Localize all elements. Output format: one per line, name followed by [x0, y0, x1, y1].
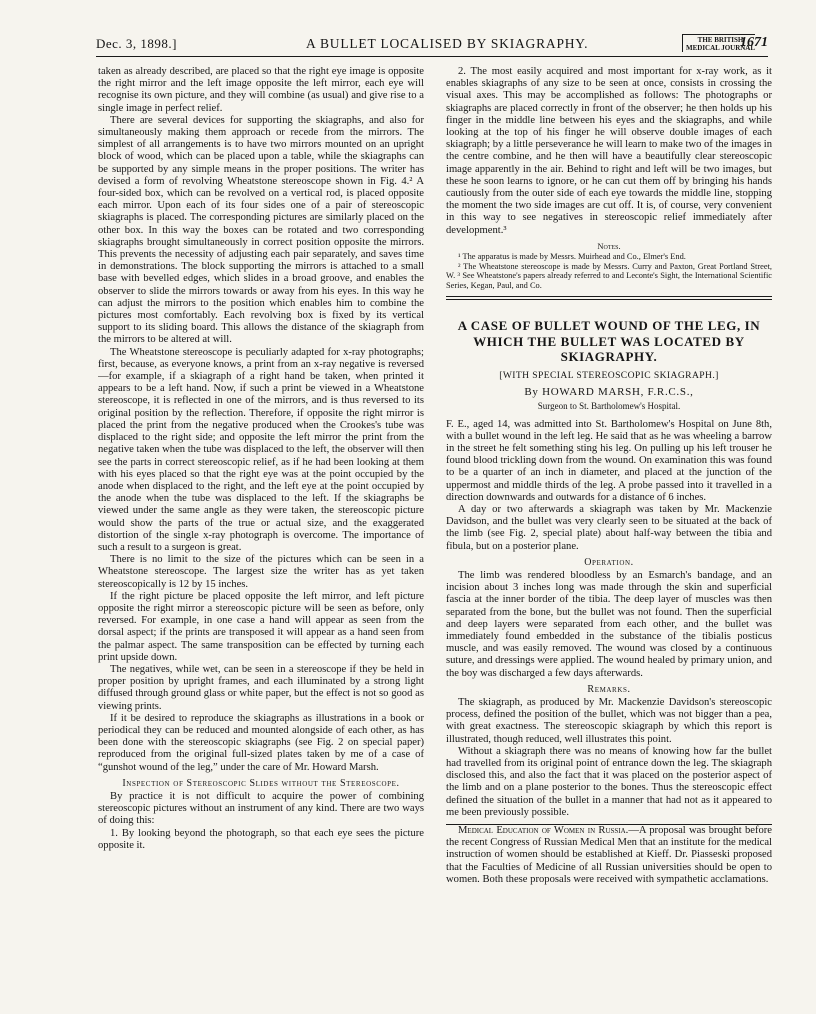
- news-text: —A proposal was brought before the recent Congress of Russian Medical Men that an institute for the medical instruction of women should be established at Kieff. Dr. Piasseski proposed that the Faculties of Medicine of all Russian universities should be open to women. Both these proposals were received with sympathetic acclamations.: [446, 825, 772, 885]
- paragraph: There are several devices for supporting the skiagraphs, and also for simultaneously making them approach or recede from the mirrors. The simplest of all arrangements is to have two mirrors mounted on an upright block of wood, which can be placed upon a table, while the skiagraphs can be supported by any simple means in the proper positions. The writer has devised a form of revolving Wheatstone stereoscope shown in Fig. 4.² A four-sided box, which can be revolved on a vertical rod, is placed opposite each mirror. Upon each of its four sides one of a pair of stereoscopic skiagraphs is placed. The corresponding pictures are similarly placed on the other box. In this way the boxes can be rotated and two corresponding skiagraphs brought simultaneously in correct position opposite the mirrors. This prevents the necessity of adjusting each pair separately, and saves time in demonstrations. The block supporting the mirrors is attached to a small base with bevelled edges, which slides in a broad groove, and enables the observer to slide the mirrors towards or away from his eyes. In this way he can adjust the mirrors to the position which enables him to combine the pictures most comfortably. Each revolving box is fixed by its vertical support to its sliding board. This allows the distance of the skiagraph from the mirrors to be altered at will.: [98, 114, 424, 346]
- section-heading: Inspection of Stereoscopic Slides without the Stereoscope.: [122, 777, 400, 789]
- left-column: [98, 66, 424, 986]
- paragraph: The limb was rendered bloodless by an Esmarch's bandage, and an incision about 3 inches long was made through the skin and superficial fascia at the inner border of the tibia. The deep layer of muscles was then separated from the bone, but the bullet was not found. Then the superficial and deep layers were separated from each other, and the bullet was immediately found embedded in the substance of the tibialis posticus muscle, and was easily removed. The wound was closed by a continuous suture, and dressings were applied. The wound healed by primary union, and the boy was discharged a few days afterwards.: [446, 569, 772, 679]
- paragraph: Without a skiagraph there was no means of knowing how far the bullet had travelled from its original point of entrance down the leg. The skiagraph disclosed this, and also the fact that it was placed on the posterior aspect of the limb and on a plane posterior to the bones. Thus the stereoscopic effect defined the situation of the bullet in a manner that had not as it appeared to me been previously possible.: [446, 745, 772, 818]
- paragraph: The skiagraph, as produced by Mr. Mackenzie Davidson's stereoscopic process, defined the position of the bullet, which was not bigger than a pea, with great exactness. The stereoscopic skiagraph by which this report is illustrated, though reduced, well illustrates this point.: [446, 697, 772, 745]
- issue-date: Dec. 3, 1898.]: [96, 36, 178, 51]
- notes-heading: Notes.: [597, 240, 621, 251]
- news-lead: Medical Education of Women in Russia.: [458, 825, 629, 837]
- paragraph: F. E., aged 14, was admitted into St. Bartholomew's Hospital on June 8th, with a bullet wound in the left leg. He said that as he was wheeling a barrow in the street he felt something sting his leg. On pulling up his left trouser he found blood trickling down from the wound. On examination this was found to be a quarter of an inch in diameter, and placed at the junction of the uppermost and middle thirds of the leg. A probe passed into it travelled in a direction downwards and outwards for a distance of 6 inches.: [446, 418, 772, 503]
- paragraph: taken as already described, are placed so that the right eye image is opposite the right mirror and the left image opposite the left mirror, each eye will recognise its own picture, and they will combine (as usual) and give rise to a single image in perfect relief.: [98, 66, 424, 114]
- running-title: A BULLET LOCALISED BY SKIAGRAPHY.: [306, 36, 589, 51]
- paragraph: The negatives, while wet, can be seen in a stereoscope if they be held in proper position by upright frames, and each illuminated by a strong light diffused through ground glass or white paper, but the effect is not so good as viewing prints.: [98, 663, 424, 712]
- article-author: By HOWARD MARSH, F.R.C.S.,: [524, 386, 694, 399]
- news-item: [446, 825, 772, 886]
- journal-line-1: THE BRITISH: [697, 36, 744, 44]
- section-heading: Operation.: [584, 556, 634, 568]
- author-affiliation: Surgeon to St. Bartholomew's Hospital.: [537, 401, 681, 412]
- paragraph: A day or two afterwards a skiagraph was taken by Mr. Mackenzie Davidson, and the bullet was very clearly seen to be situated at the back of the limb (see Fig. 2, special plate) about half-way between the tibia and fibula, but on a posterior plane.: [446, 503, 772, 552]
- divider: [446, 296, 772, 297]
- section-heading: Remarks.: [587, 683, 631, 695]
- article-title: A CASE OF BULLET WOUND OF THE LEG, IN WHICH THE BULLET WAS LOCATED BY SKIAGRAPHY.: [457, 318, 761, 365]
- running-header: [96, 34, 768, 57]
- paragraph: If the right picture be placed opposite the left mirror, and left picture opposite the right mirror a stereoscopic picture will be seen as before, only reversed. For example, in one case a hand will appear as seen from the dorsal aspect; if the prints are transposed it will appear as a hand seen from the palmar aspect. The same transposition can be effected by turning each print upside down.: [98, 590, 424, 663]
- paragraph: There is no limit to the size of the pictures which can be seen in a Wheatstone stereoscope. The largest size the writer has as yet taken stereoscopically is 12 by 15 inches.: [98, 554, 424, 590]
- page-number: 1671: [740, 35, 768, 50]
- paragraph: 2. The most easily acquired and most important for x-ray work, as it enables skiagraphs of any size to be seen at once, consists in crossing the visual axes. This may be accomplished as follows: The photographs or skiagraphs are placed correctly in front of the observer; he then holds up his finger in the middle line between his eyes and the skiagraphs, and while looking at the top of his finger he will observe double images of each skiagraph; by a little perseverance he will learn to make two of the images in the centre combine, and he then will have a beautifully clear stereoscopic image apparently in the air. Behind to right and left will be two images, but these he soon learns to ignore, or he can cut them off by bringing his hands cautiously from the outer side of each eye towards the middle line, stopping the moment the two side images are cut off. It is, of course, very convenient in this way to see negatives in stereoscopic relief immediately after development.³: [446, 66, 772, 236]
- paragraph: If it be desired to reproduce the skiagraphs as illustrations in a book or periodical they can be reduced and mounted alongside of each other, as has been done with the stereoscopic skiagraphs (see Fig. 2 on special paper) reproduced from the original full-sized plates taken by me of a case of “gunshot wound of the leg,” under the care of Mr. Howard Marsh.: [98, 712, 424, 773]
- paragraph: 1. By looking beyond the photograph, so that each eye sees the picture opposite it.: [98, 827, 424, 851]
- footnote: ² The Wheatstone stereoscope is made by Messrs. Curry and Paxton, Great Portland Street, W. ³ See Wheatstone's papers already referred to and Leconte's Sight, the International Scientific Series, Kegan, Paul, and Co.: [446, 261, 772, 290]
- article-subtitle: [WITH SPECIAL STEREOSCOPIC SKIAGRAPH.]: [499, 369, 719, 381]
- footnote: ¹ The apparatus is made by Messrs. Muirhead and Co., Elmer's End.: [458, 252, 686, 262]
- paragraph: By practice it is not difficult to acquire the power of combining stereoscopic pictures without an instrument of any kind. There are two ways of doing this:: [98, 790, 424, 827]
- divider: [446, 299, 772, 300]
- right-column: [446, 66, 772, 986]
- paragraph: The Wheatstone stereoscope is peculiarly adapted for x-ray photographs; first, because, as everyone knows, a print from an x-ray negative is reversed—for example, if a skiagraph of a right hand be taken, when printed it appears to be a left hand. Now, if such a print be viewed in a Wheatstone stereoscope, it is reflected in one of the mirrors, and is thus reversed to its original position by the reflection. Therefore, if opposite the right mirror is placed the print from the negative produced when the Crookes's tube was displaced to the right side; and opposite the left mirror the print from the negative taken when the tube was displaced to the left, the observer will then see the parts in correct stereoscopic relief, as if he had been looking at them with his eyes placed so that the right eye was at the point occupied by the anode when displaced to the right, and the left eye at the point occupied by the anode when the tube was displaced to the left. If the skiagraphs be viewed under the same angle as they were taken, the stereoscopic picture would show the parts of the true or actual size, and the exaggerated distortion of the single x-ray photograph is overcome. The importance of such a result to a surgeon is great.: [98, 346, 424, 553]
- journal-line-2: MEDICAL JOURNAL: [686, 44, 756, 52]
